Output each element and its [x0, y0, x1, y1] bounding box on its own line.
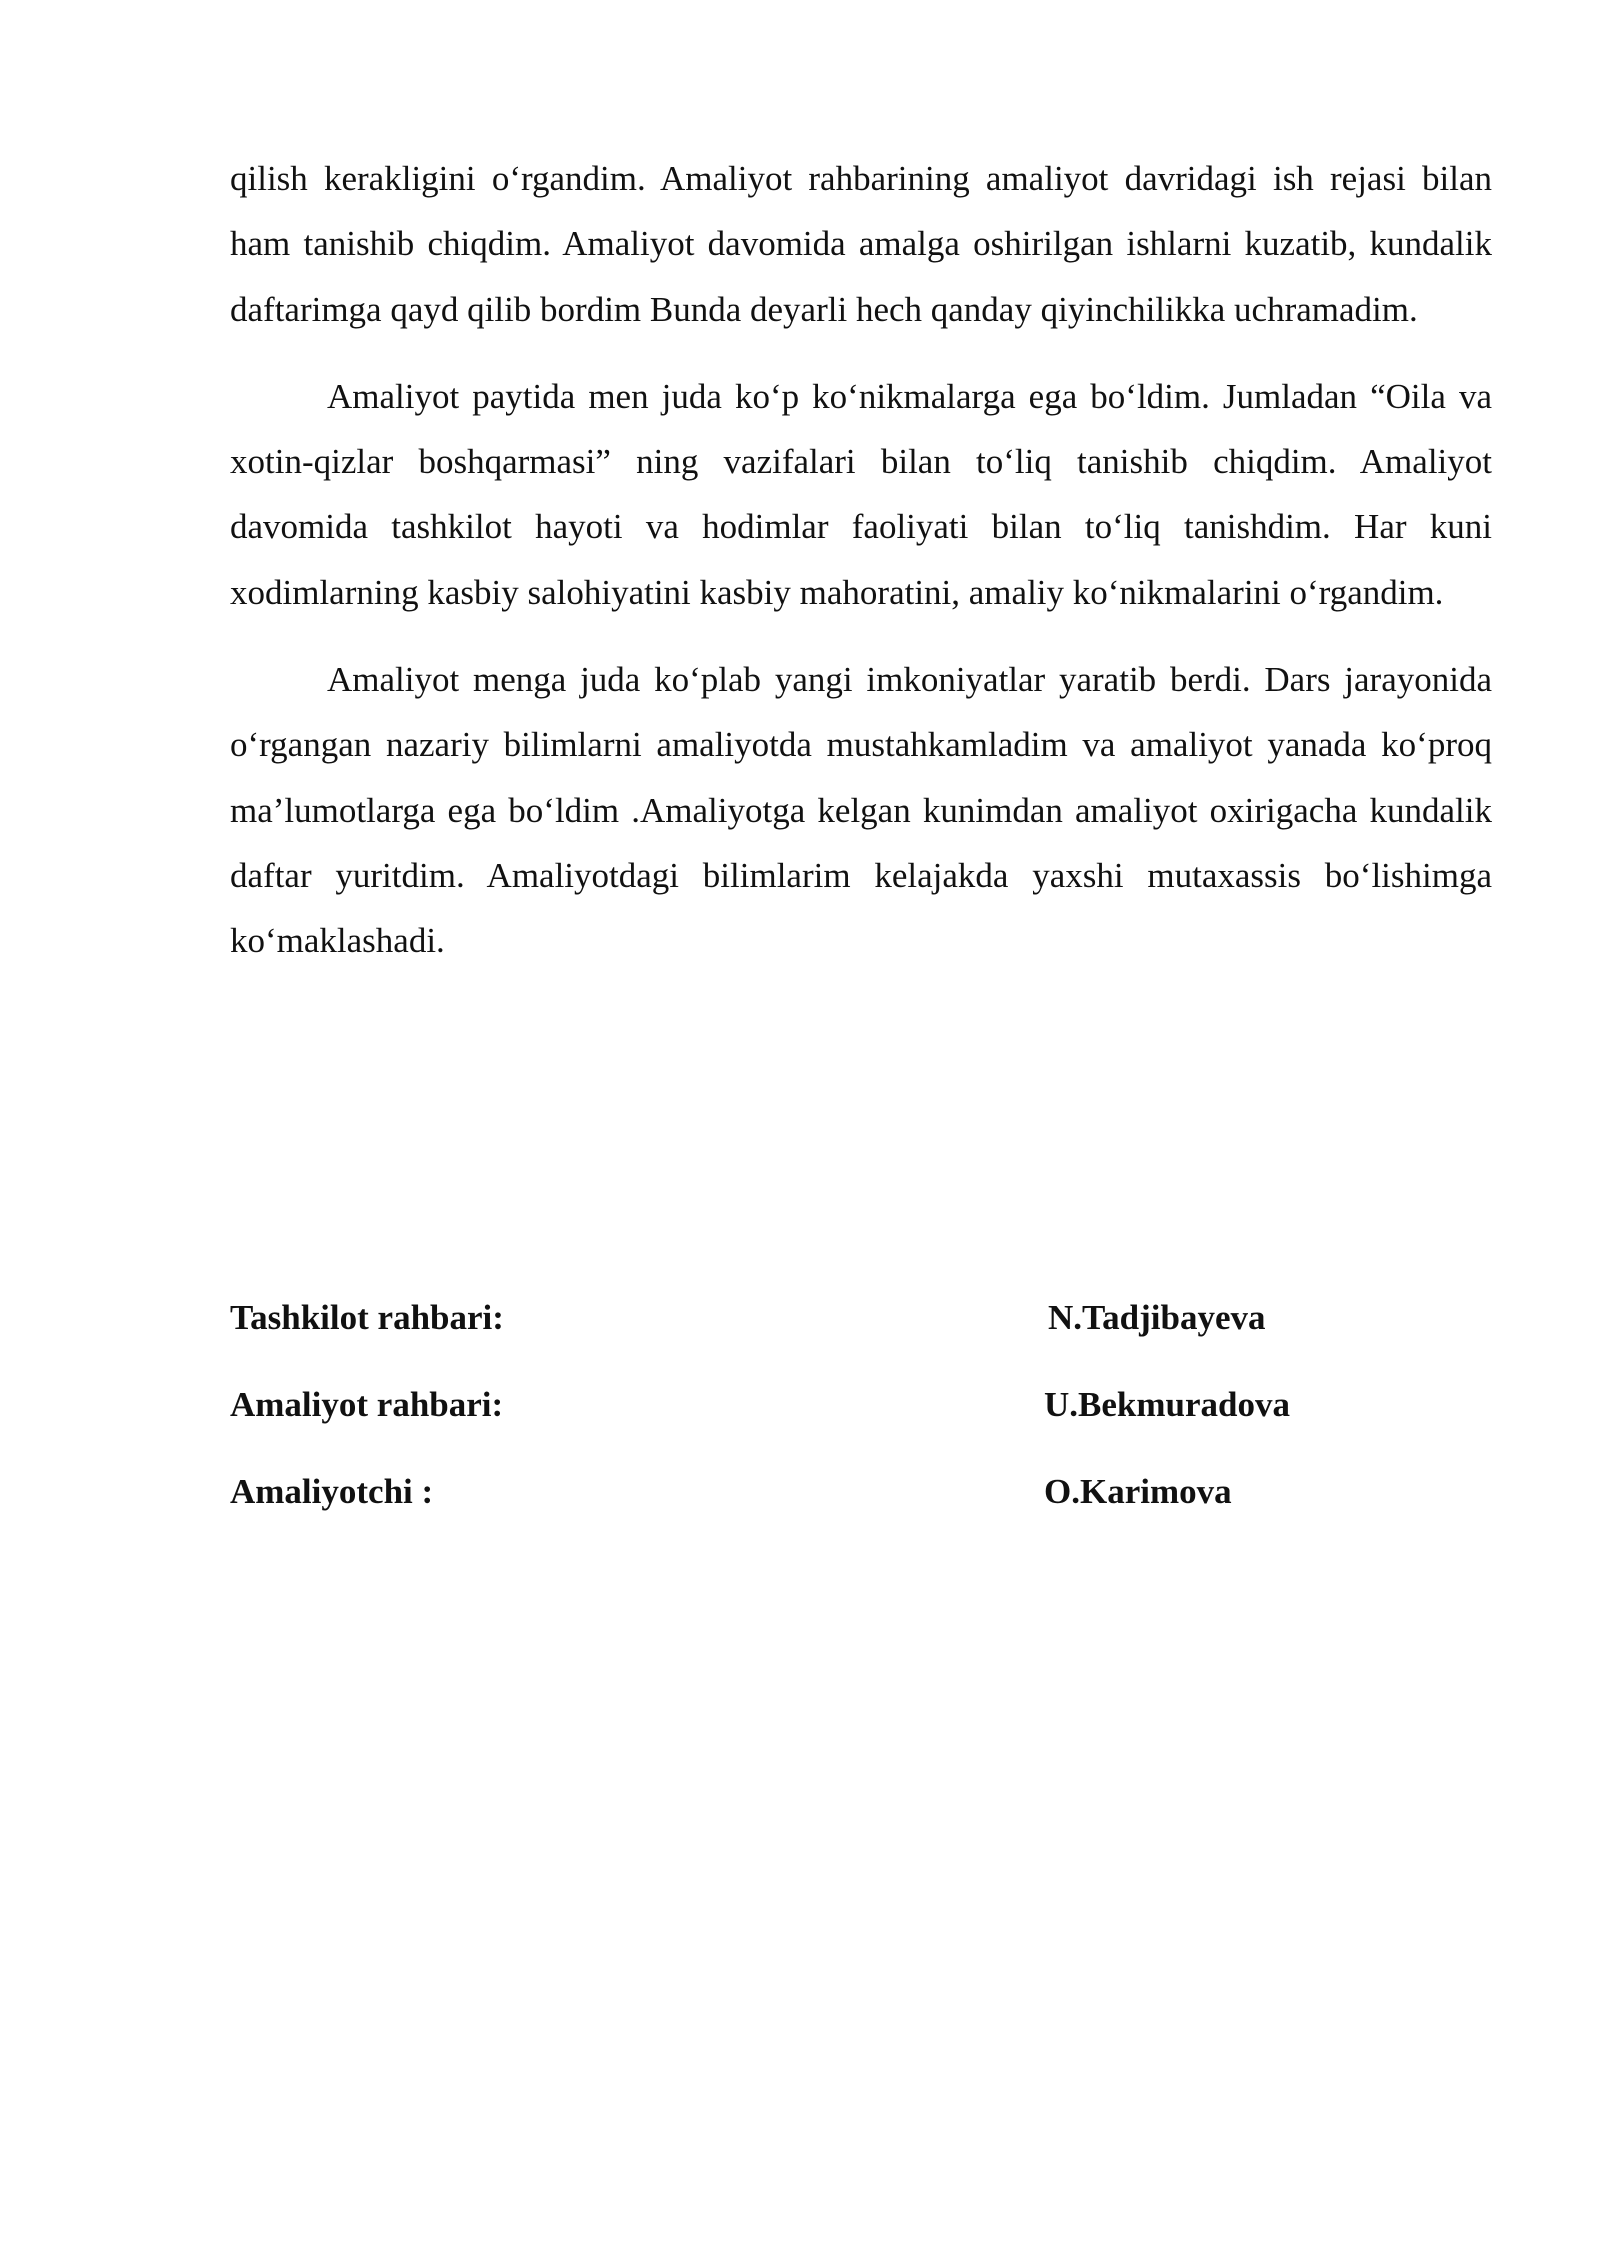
signature-role: Tashkilot rahbari:: [230, 1298, 504, 1337]
signature-row-organization-head: [230, 1298, 1492, 1385]
report-body: [230, 146, 1492, 996]
signature-row-practice-supervisor: [230, 1385, 1492, 1472]
signature-role: Amaliyot rahbari:: [230, 1385, 504, 1424]
signature-role: Amaliyotchi :: [230, 1472, 434, 1511]
signature-name: O.Karimova: [1044, 1472, 1232, 1511]
signature-row-intern: [230, 1472, 1492, 1559]
paragraph-skills: Amaliyot paytida men juda ko‘p ko‘nikmalarga ega bo‘ldim. Jumladan “Oila va xotin-qizlar boshqarmasi” ning vazifalari bilan to‘liq tanishib chiqdim. Amaliyot davomida tashkilot hayoti va hodimlar faoliyati bilan to‘liq tanishdim. Har kuni xodimlarning kasbiy salohiyatini kasbiy mahoratini, amaliy ko‘nikmalarini o‘rgandim.: [230, 376, 1492, 612]
signature-name: N.Tadjibayeva: [1048, 1298, 1266, 1337]
signature-block: [230, 1298, 1492, 1559]
paragraph-continuation: qilish kerakligini o‘rgandim. Amaliyot rahbarining amaliyot davridagi ish rejasi bilan ham tanishib chiqdim. Amaliyot davomida amalga oshirilgan ishlarni kuzatib, kundalik daftarimga qayd qilib bordim Bunda deyarli hech qanday qiyinchilikka uchramadim.: [230, 159, 1492, 329]
paragraph-opportunities: Amaliyot menga juda ko‘plab yangi imkoniyatlar yaratib berdi. Dars jarayonida o‘rgangan nazariy bilimlarni amaliyotda mustahkamladim va amaliyot yanada ko‘proq ma’lumotlarga ega bo‘ldim .Amaliyotga kelgan kunimdan amaliyot oxirigacha kundalik daftar yuritdim. Amaliyotdagi bilimlarim kelajakda yaxshi mutaxassis bo‘lishimga ko‘maklashadi.: [230, 660, 1492, 961]
signature-name: U.Bekmuradova: [1044, 1385, 1290, 1424]
